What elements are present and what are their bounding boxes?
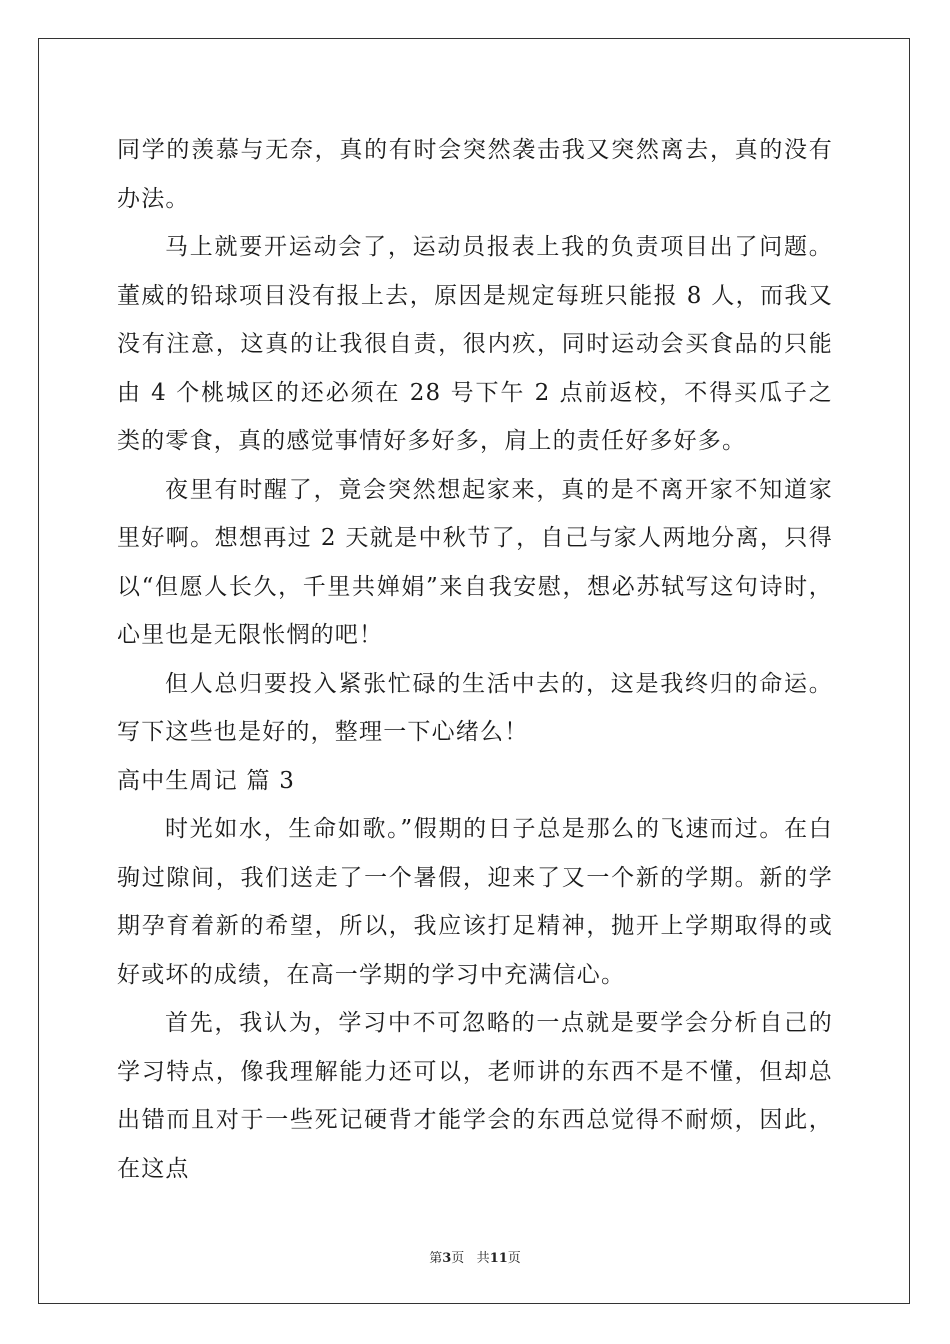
paragraph-3: 夜里有时醒了，竟会突然想起家来，真的是不离开家不知道家里好啊。想想再过 2 天就是中秋节了，自己与家人两地分离，只得以“但愿人长久，千里共婵娟”来自我安慰，想必苏轼写这句诗时，心里也是无限怅惘的吧！ <box>117 476 833 648</box>
paragraph-1: 同学的羡慕与无奈，真的有时会突然袭击我又突然离去，真的没有办法。 <box>117 137 833 212</box>
footer-page-suffix: 页 <box>451 1251 465 1266</box>
footer-total-suffix: 页 <box>507 1251 521 1266</box>
document-body <box>117 126 833 1193</box>
paragraph-2: 马上就要开运动会了，运动员报表上我的负责项目出了问题。董威的铅球项目没有报上去，原因是规定每班只能报 8 人，而我又没有注意，这真的让我很自责，很内疚，同时运动会买食品的只能由 4 个桃城区的还必须在 28 号下午 2 点前返校，不得买瓜子之类的零食，真的感觉事情好多好多，肩上的责任好多好多。 <box>117 234 833 454</box>
footer-total-pages: 11 <box>489 1251 508 1266</box>
section-heading: 高中生周记 篇 3 <box>117 767 296 794</box>
paragraph-5: 时光如水，生命如歌。”假期的日子总是那么的飞速而过。在白驹过隙间，我们送走了一个暑假，迎来了又一个新的学期。新的学期孕育着新的希望，所以，我应该打足精神，抛开上学期取得的或好或坏的成绩，在高一学期的学习中充满信心。 <box>117 816 833 988</box>
paragraph-6: 首先，我认为，学习中不可忽略的一点就是要学会分析自己的学习特点，像我理解能力还可以，老师讲的东西不是不懂，但却总出错而且对于一些死记硬背才能学会的东西总觉得不耐烦，因此，在这点 <box>117 1010 833 1182</box>
footer-prefix: 第 <box>429 1251 443 1266</box>
footer-page-number: 3 <box>442 1251 452 1266</box>
footer-total-prefix: 共 <box>476 1251 490 1266</box>
paragraph-4: 但人总归要投入紧张忙碌的生活中去的，这是我终归的命运。写下这些也是好的，整理一下心绪么！ <box>117 670 833 745</box>
page-footer <box>0 1247 950 1266</box>
